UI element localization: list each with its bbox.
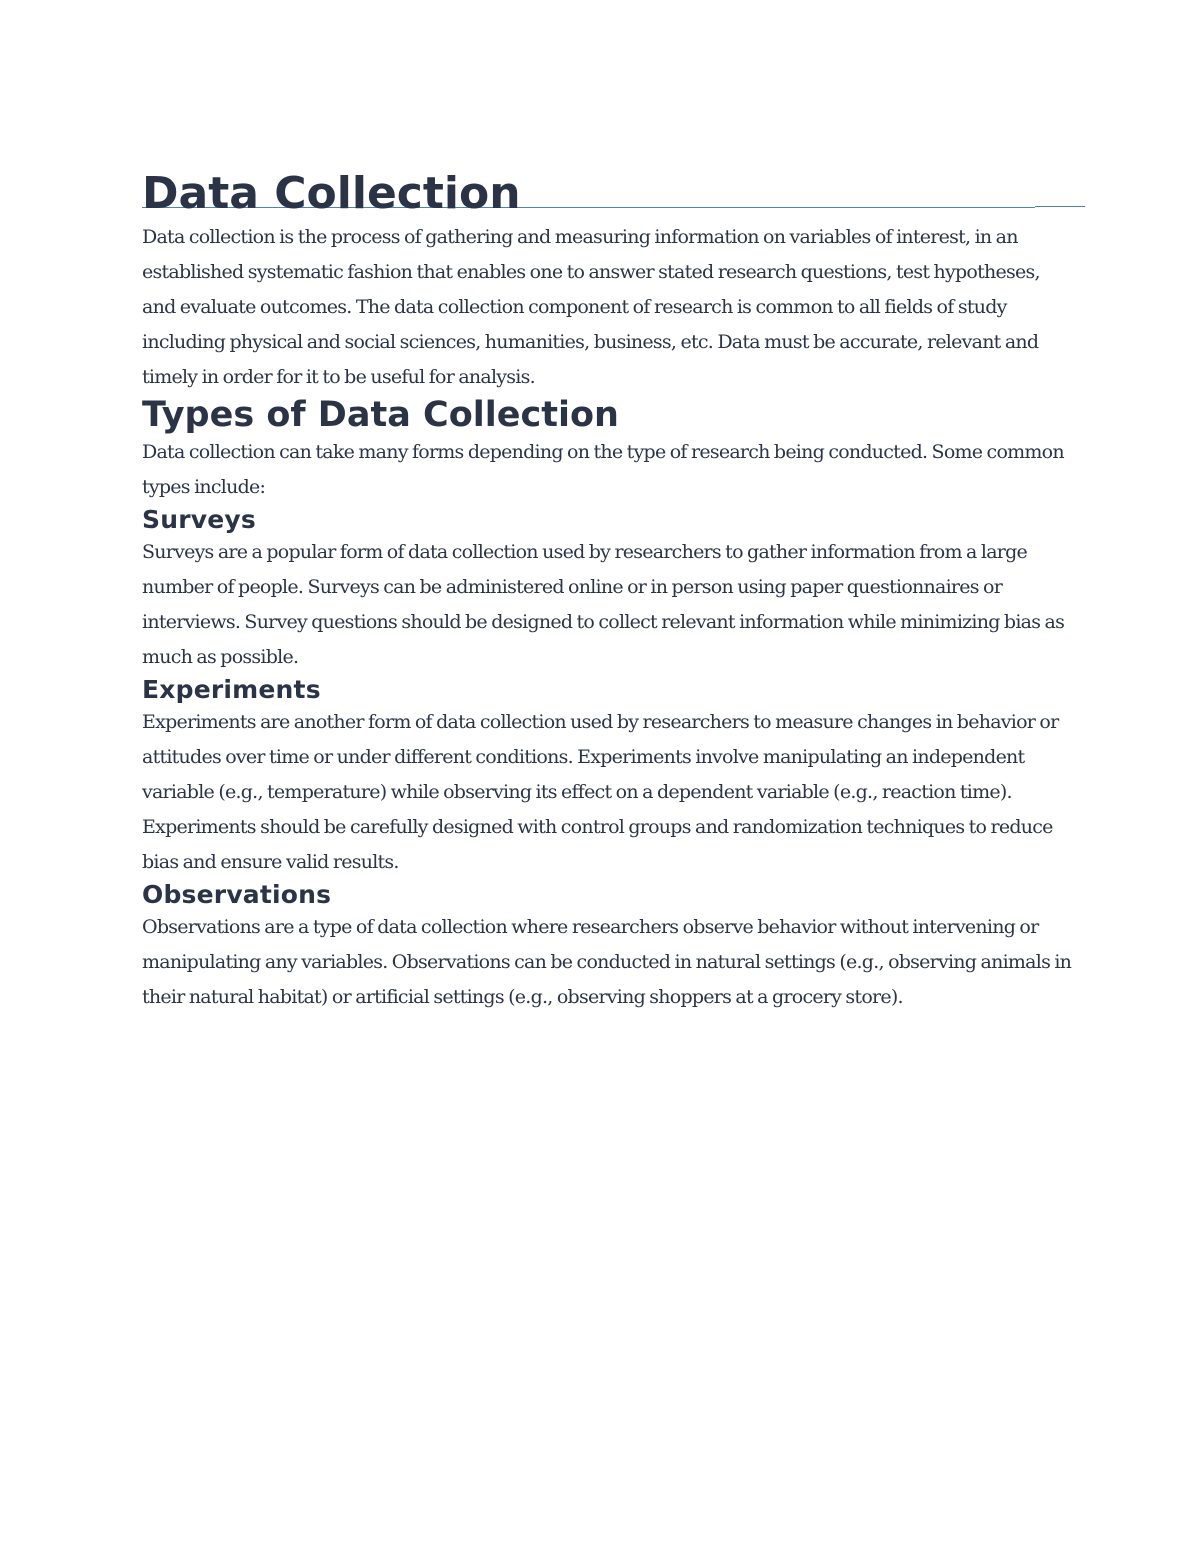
section-text-observations: Observations are a type of data collection where researchers observe behavior without intervening or manipulating any variables. Observations can be conducted in natural settings (e.g., observing animals in their natural habitat) or artificial settings (e.g., observing shoppers at a grocery store). — [142, 916, 1072, 1008]
section-text-surveys: Surveys are a popular form of data collection used by researchers to gather information from a large number of people. Surveys can be administered online or in person using paper questionnaires or interviews. Survey questions should be designed to collect relevant information while minimizing bias as much as possible. — [142, 541, 1065, 668]
document-body — [142, 168, 1072, 1015]
intro-paragraph: Data collection is the process of gathering and measuring information on variables of interest, in an established systematic fashion that enables one to answer stated research questions, test hypotheses, and evaluate outcomes. The data collection component of research is common to all fields of study including physical and social sciences, humanities, business, etc. Data must be accurate, relevant and timely in order for it to be useful for analysis. — [142, 226, 1040, 388]
section-heading-types: Types of Data Collection — [142, 395, 619, 435]
section-text-types: Data collection can take many forms depending on the type of research being conducted. Some common types include: — [142, 441, 1064, 498]
section-text-experiments: Experiments are another form of data collection used by researchers to measure changes in behavior or attitudes over time or under different conditions. Experiments involve manipulating an independent variable (e.g., temperature) while observing its effect on a dependent variable (e.g., reaction time). Experiments should be carefully designed with control groups and randomization techniques to reduce bias and ensure valid results. — [142, 711, 1059, 873]
section-heading-observations: Observations — [142, 880, 332, 909]
title-block — [142, 168, 1072, 220]
section-heading-surveys: Surveys — [142, 505, 256, 534]
section-heading-experiments: Experiments — [142, 675, 321, 704]
document-title: Data Collection — [142, 168, 521, 219]
